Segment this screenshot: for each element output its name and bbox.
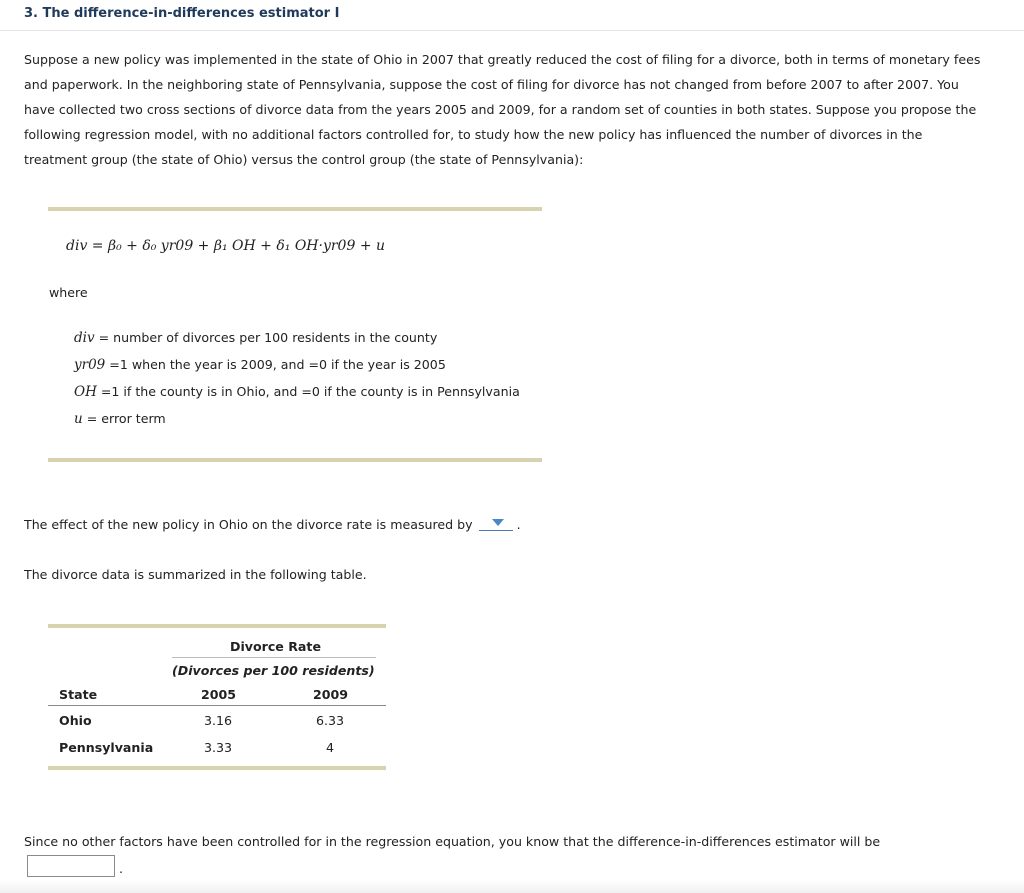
question-2: The divorce data is summarized in the following table.: [24, 567, 367, 582]
question-1-text: The effect of the new policy in Ohio on the divorce rate is measured by: [24, 517, 473, 532]
regression-equation: div = β₀ + δ₀ yr09 + β₁ OH + δ₁ OH·yr09 + u: [66, 238, 386, 254]
definition-oh: [74, 384, 520, 400]
definition-text: = error term: [82, 411, 166, 426]
question-3-period: .: [119, 861, 124, 876]
row-pennsylvania-2009: 4: [326, 740, 335, 755]
definition-text: =1 if the county is in Ohio, and =0 if the county is in Pennsylvania: [96, 384, 520, 399]
definition-var: OH: [74, 384, 97, 400]
col-2005-header: 2005: [201, 687, 237, 702]
effect-dropdown[interactable]: [479, 516, 513, 531]
intro-paragraph: Suppose a new policy was implemented in the state of Ohio in 2007 that greatly reduced the cost of filing for a divorce, both in terms of monetary fees and paperwork. In the neighboring state of Pennsylvania, suppose the cost of filing for divorce has not changed from before 2007 to after 2007. You have collected two cross sections of divorce data from the years 2005 and 2009, for a random set of counties in both states. Suppose you propose the following regression model, with no additional factors controlled for, to study how the new policy has influenced the number of divorces in the treatment group (the state of Ohio) versus the control group (the state of Pennsylvania):: [24, 52, 981, 167]
definition-u: [74, 411, 166, 427]
question-1: [24, 516, 521, 532]
table-bottom-rule: [48, 766, 386, 770]
where-label: where: [49, 285, 88, 300]
row-ohio-state: Ohio: [59, 713, 92, 728]
definition-div: [74, 330, 437, 346]
header-row-divider: [48, 705, 386, 706]
row-ohio-2009: 6.33: [316, 713, 345, 728]
col-2009-header: 2009: [313, 687, 349, 702]
definition-var: div: [74, 330, 95, 346]
table-header: Divorce Rate: [230, 639, 321, 654]
row-pennsylvania-2005: 3.33: [204, 740, 233, 755]
equation-bottom-rule: [48, 458, 542, 462]
definition-var: u: [74, 411, 83, 427]
question-1-period: .: [516, 517, 521, 532]
equation-top-rule: [48, 207, 542, 211]
answer-input[interactable]: [27, 855, 115, 877]
chevron-down-icon: [492, 519, 504, 526]
question-3: Since no other factors have been controlled for in the regression equation, you know that the difference-in-differences estimator will be: [24, 834, 881, 849]
definition-var: yr09: [74, 357, 106, 373]
definition-text: =1 when the year is 2009, and =0 if the year is 2005: [105, 357, 446, 372]
header-underline: [172, 657, 376, 658]
row-pennsylvania-state: Pennsylvania: [59, 740, 154, 755]
col-state-header: State: [59, 687, 98, 702]
bottom-shade: [0, 880, 1024, 893]
definition-yr09: [74, 357, 446, 373]
table-subheader: (Divorces per 100 residents): [172, 663, 375, 678]
table-top-rule: [48, 624, 386, 628]
row-ohio-2005: 3.16: [204, 713, 233, 728]
question-title: 3. The difference-in-differences estimator I: [24, 6, 340, 21]
definition-text: = number of divorces per 100 residents in the county: [94, 330, 438, 345]
